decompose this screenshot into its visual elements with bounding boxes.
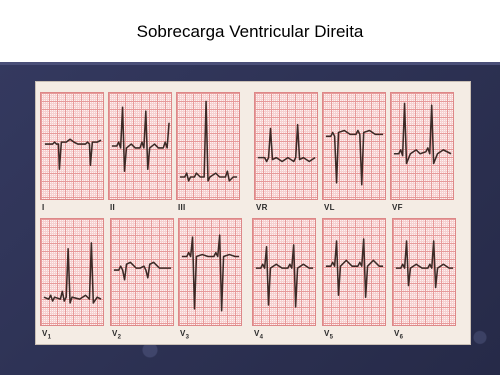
ecg-trace-v6: [393, 219, 455, 325]
lead-label-iii: III: [178, 203, 186, 212]
lead-label-v5-sub: 5: [329, 334, 334, 341]
lead-label-v4-base: V: [254, 329, 260, 338]
lead-label-v2-base: V: [112, 329, 118, 338]
lead-label-i: I: [42, 203, 45, 212]
ecg-trace-v3: [179, 219, 241, 325]
lead-label-v4-sub: 4: [259, 334, 264, 341]
lead-label-v2: [112, 329, 121, 341]
ecg-strip-v1: [40, 218, 104, 326]
lead-label-vl: VL: [324, 203, 335, 212]
lead-label-v1-base: V: [42, 329, 48, 338]
ecg-strip-i: [40, 92, 104, 200]
title-divider: [0, 62, 500, 65]
lead-label-vf: VF: [392, 203, 403, 212]
ecg-trace-v2: [111, 219, 173, 325]
lead-label-v4: [254, 329, 263, 341]
ecg-trace-vf: [391, 93, 453, 199]
title-area: [0, 0, 500, 62]
ecg-strip-vl: [322, 92, 386, 200]
lead-label-v3-sub: 3: [185, 334, 190, 341]
lead-label-v3-base: V: [180, 329, 186, 338]
ecg-strip-v5: [322, 218, 386, 326]
ecg-strip-ii: [108, 92, 172, 200]
ecg-trace-v5: [323, 219, 385, 325]
ecg-trace-v1: [41, 219, 103, 325]
ecg-strip-v3: [178, 218, 242, 326]
ecg-panel: [36, 82, 470, 344]
ecg-strip-vf: [390, 92, 454, 200]
lead-label-v5-base: V: [324, 329, 330, 338]
ecg-strip-vr: [254, 92, 318, 200]
lead-label-v5: [324, 329, 333, 341]
ecg-strip-iii: [176, 92, 240, 200]
ecg-trace-ii: [109, 93, 171, 199]
ecg-strip-v6: [392, 218, 456, 326]
lead-label-v1: [42, 329, 51, 341]
ecg-trace-iii: [177, 93, 239, 199]
lead-label-v2-sub: 2: [117, 334, 122, 341]
lead-label-v3: [180, 329, 189, 341]
ecg-strip-v4: [252, 218, 316, 326]
lead-label-ii: II: [110, 203, 116, 212]
ecg-trace-i: [41, 93, 103, 199]
slide-title: Sobrecarga Ventricular Direita: [136, 22, 364, 41]
lead-label-v6-sub: 6: [399, 334, 404, 341]
lead-label-v6-base: V: [394, 329, 400, 338]
lead-label-v1-sub: 1: [47, 334, 52, 341]
lead-label-v6: [394, 329, 403, 341]
ecg-trace-vr: [255, 93, 317, 199]
ecg-trace-v4: [253, 219, 315, 325]
lead-label-vr: VR: [256, 203, 268, 212]
ecg-strip-v2: [110, 218, 174, 326]
ecg-trace-vl: [323, 93, 385, 199]
